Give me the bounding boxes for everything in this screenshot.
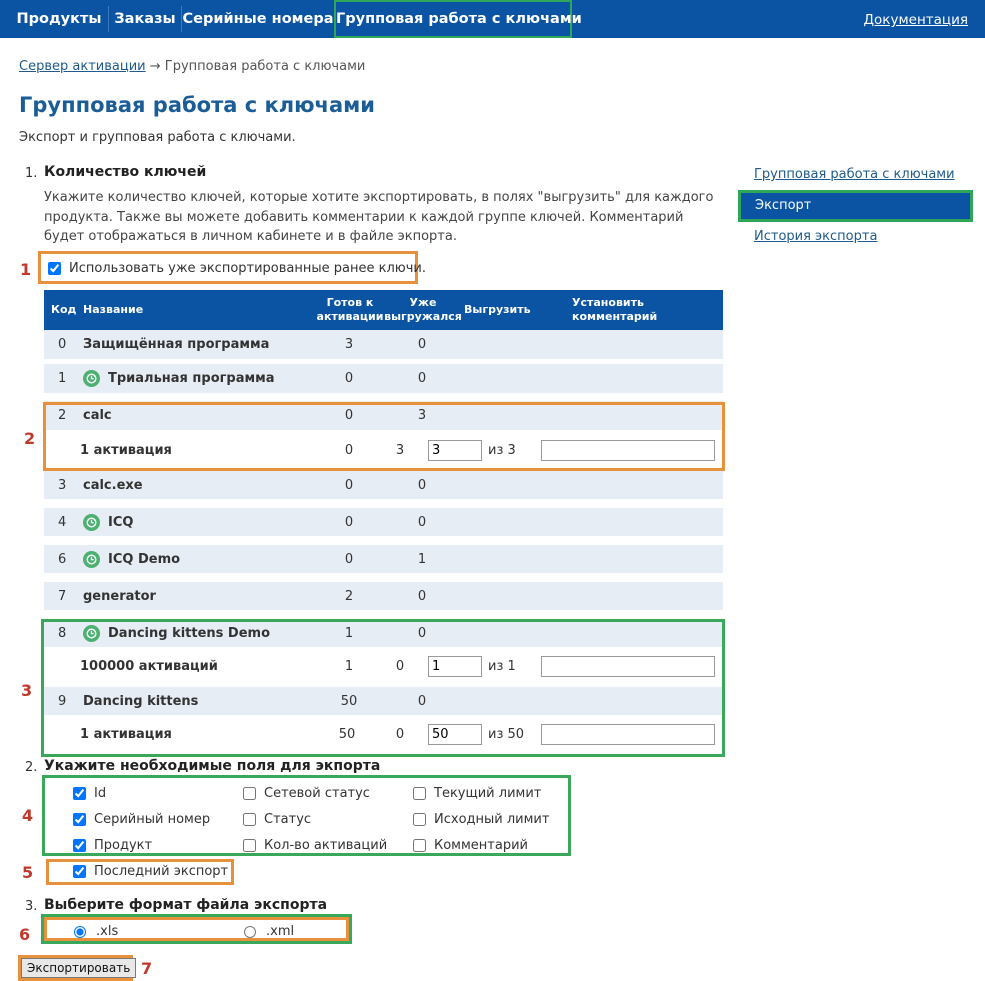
page-subtitle: Экспорт и групповая работа с ключами.	[19, 130, 296, 145]
nav-tab-serial-numbers[interactable]: Серийные номера	[182, 11, 334, 27]
field-label: Статус	[264, 812, 312, 827]
field-option-current-limit[interactable]	[413, 786, 541, 801]
breadcrumb-current: Групповая работа с ключами	[164, 59, 366, 74]
table-row	[44, 687, 723, 715]
group-exported: 0	[395, 659, 405, 674]
row-name: calc.exe	[83, 477, 143, 493]
group-exported: 3	[395, 442, 405, 458]
field-label: Исходный лимит	[434, 812, 550, 827]
group-of-total: из 1	[488, 659, 516, 674]
row-exported: 0	[417, 514, 427, 530]
field-option-network-status[interactable]	[243, 786, 370, 801]
group-exported: 0	[395, 727, 405, 742]
trial-clock-icon	[83, 551, 100, 568]
sidebar-item-group-keys[interactable]: Групповая работа с ключами	[754, 167, 955, 182]
marker-2: 2	[24, 429, 36, 448]
use-exported-keys-label: Использовать уже экспортированные ранее ключи.	[69, 261, 426, 276]
step-1-number: 1.	[25, 166, 38, 181]
row-code: 7	[58, 588, 67, 604]
table-header	[44, 290, 723, 330]
sidebar-item-export-history[interactable]: История экспорта	[754, 229, 878, 244]
row-code: 8	[58, 625, 67, 641]
header-ready: Готов к активации	[316, 296, 384, 323]
field-option-comment[interactable]	[413, 838, 528, 853]
export-button[interactable]: Экспортировать	[21, 958, 136, 978]
table-row	[44, 508, 723, 536]
breadcrumb-arrow: →	[149, 59, 161, 74]
field-label: Текущий лимит	[434, 786, 542, 801]
table-group-row	[44, 648, 723, 685]
use-exported-keys-checkbox[interactable]	[48, 262, 61, 275]
format-option-xls[interactable]	[74, 924, 118, 939]
row-ready: 0	[344, 371, 354, 386]
last-export-checkbox[interactable]	[73, 865, 86, 878]
group-ready: 1	[344, 659, 354, 674]
row-ready: 2	[344, 588, 354, 604]
field-option-activation-count[interactable]	[243, 838, 387, 853]
step-2-number: 2.	[25, 760, 38, 775]
row-name-cell	[83, 545, 180, 573]
row-ready: 0	[344, 408, 354, 423]
row-name: ICQ	[108, 514, 134, 530]
step-3-title: Выберите формат файла экспорта	[44, 897, 328, 913]
row-exported: 0	[417, 371, 427, 386]
table-row	[44, 582, 723, 610]
field-option-serial[interactable]	[73, 812, 210, 827]
field-label: Комментарий	[434, 838, 528, 853]
row-code: 1	[58, 371, 67, 386]
marker-4: 4	[22, 806, 34, 825]
field-checkbox[interactable]	[413, 787, 426, 800]
row-name: generator	[83, 588, 156, 604]
header-unload: Выгрузить	[464, 303, 531, 316]
field-checkbox[interactable]	[413, 813, 426, 826]
group-of-total: из 3	[488, 442, 516, 458]
breadcrumb-activation-server[interactable]: Сервер активации	[19, 59, 146, 74]
row-exported: 3	[417, 408, 427, 423]
field-option-id[interactable]	[73, 786, 106, 801]
marker-5: 5	[22, 863, 34, 882]
row-name: ICQ Demo	[108, 551, 181, 567]
table-row	[44, 545, 723, 573]
row-ready: 50	[340, 693, 358, 709]
row-ready: 0	[344, 477, 354, 493]
row-name: Триальная программа	[108, 371, 275, 386]
field-checkbox[interactable]	[243, 787, 256, 800]
group-ready: 0	[344, 442, 354, 458]
nav-tab-products[interactable]: Продукты	[16, 11, 102, 27]
nav-tab-group-keys[interactable]: Групповая работа с ключами	[334, 0, 572, 38]
row-code: 9	[58, 693, 67, 709]
unload-quantity-input[interactable]	[428, 440, 482, 461]
group-name: 1 активация	[80, 442, 172, 458]
row-exported: 1	[417, 551, 427, 567]
row-code: 3	[58, 477, 67, 493]
format-option-xml[interactable]	[244, 924, 294, 939]
row-code: 2	[58, 408, 67, 423]
field-label: Серийный номер	[94, 812, 211, 827]
trial-clock-icon	[83, 625, 100, 642]
row-exported: 0	[417, 625, 427, 641]
field-checkbox[interactable]	[73, 813, 86, 826]
unload-quantity-input[interactable]	[428, 724, 482, 745]
table-row	[44, 330, 723, 359]
trial-clock-icon	[83, 370, 100, 387]
page-title: Групповая работа с ключами	[19, 93, 376, 117]
marker-3: 3	[21, 681, 33, 700]
step-1-description: Укажите количество ключей, которые хотите экспортировать, в полях "выгрузить" для каждого продукта. Также вы можете добавить комментарии к каждой группе ключей. Комментарий будет отображаться в личном кабинете и в файле экпорта.	[44, 190, 714, 244]
row-name-cell	[83, 364, 275, 393]
row-ready: 1	[344, 625, 354, 641]
field-label: Кол-во активаций	[264, 838, 388, 853]
comment-input[interactable]	[541, 656, 715, 677]
field-label: Сетевой статус	[264, 786, 370, 801]
last-export-option[interactable]	[73, 864, 228, 879]
row-name-cell	[83, 619, 270, 647]
step-2-title: Укажите необходимые поля для экпорта	[44, 758, 381, 774]
table-row	[44, 401, 723, 430]
row-exported: 0	[417, 693, 427, 709]
table-row	[44, 619, 723, 647]
header-name: Название	[83, 303, 144, 316]
field-checkbox[interactable]	[73, 839, 86, 852]
field-checkbox[interactable]	[243, 839, 256, 852]
last-export-label: Последний экспорт	[94, 864, 229, 879]
row-exported: 0	[417, 477, 427, 493]
format-label: .xls	[96, 924, 119, 939]
format-radio-xml[interactable]	[244, 926, 256, 938]
row-exported: 0	[417, 337, 427, 352]
row-name: Защищённая программа	[83, 337, 270, 352]
field-label: Продукт	[94, 838, 153, 853]
group-ready: 50	[338, 727, 356, 742]
row-name-cell	[83, 508, 133, 536]
step-3-number: 3.	[25, 899, 38, 914]
format-label: .xml	[266, 924, 295, 939]
trial-clock-icon	[83, 514, 100, 531]
table-row	[44, 471, 723, 499]
field-checkbox[interactable]	[243, 813, 256, 826]
row-exported: 0	[417, 588, 427, 604]
top-navigation	[0, 0, 985, 38]
field-option-product[interactable]	[73, 838, 152, 853]
marker-6: 6	[19, 925, 31, 944]
group-name: 1 активация	[80, 727, 172, 742]
row-ready: 0	[344, 514, 354, 530]
field-checkbox[interactable]	[413, 839, 426, 852]
row-code: 6	[58, 551, 67, 567]
header-exported: Уже выгружался	[384, 296, 462, 323]
group-name: 100000 активаций	[80, 659, 218, 674]
row-ready: 3	[344, 337, 354, 352]
documentation-link[interactable]: Документация	[863, 12, 968, 28]
marker-1: 1	[20, 260, 32, 279]
comment-input[interactable]	[541, 724, 715, 745]
row-name: calc	[83, 408, 112, 423]
field-checkbox[interactable]	[73, 787, 86, 800]
marker-7: 7	[141, 959, 153, 978]
field-label: Id	[94, 786, 107, 801]
sidebar-item-export[interactable]: Экспорт	[738, 190, 973, 222]
nav-tab-orders[interactable]: Заказы	[114, 11, 176, 27]
field-option-status[interactable]	[243, 812, 311, 827]
row-name: Dancing kittens	[83, 693, 199, 709]
use-exported-keys-option[interactable]	[48, 261, 426, 276]
unload-quantity-input[interactable]	[428, 656, 482, 677]
table-row	[44, 364, 723, 393]
row-code: 4	[58, 514, 67, 530]
comment-input[interactable]	[541, 440, 715, 461]
table-group-row	[44, 716, 723, 753]
row-name: Dancing kittens Demo	[108, 625, 271, 641]
group-of-total: из 50	[488, 727, 525, 742]
header-comment: Установить комментарий	[572, 296, 658, 323]
breadcrumb	[19, 59, 365, 74]
table-group-row	[44, 432, 723, 468]
format-radio-xls[interactable]	[74, 926, 86, 938]
row-ready: 0	[344, 551, 354, 567]
header-code: Код	[51, 303, 77, 316]
step-1-title: Количество ключей	[44, 164, 207, 180]
field-option-initial-limit[interactable]	[413, 812, 549, 827]
row-code: 0	[58, 337, 67, 352]
